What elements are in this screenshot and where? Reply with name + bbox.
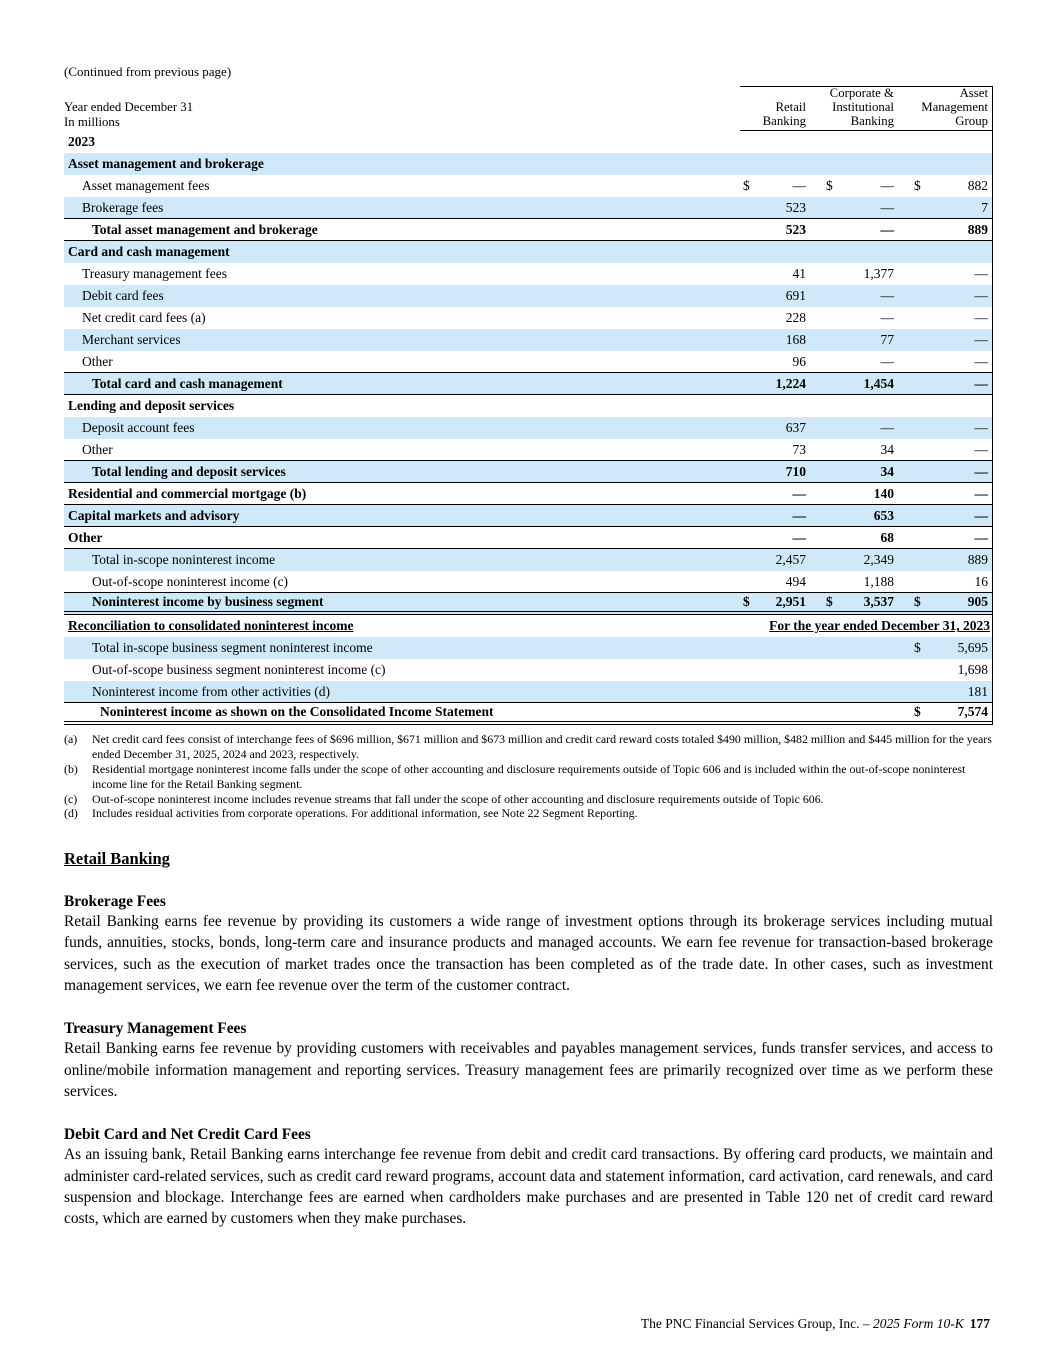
currency-symbol [900,285,931,307]
table-row [64,703,993,725]
cell-value: 228 [785,310,806,326]
currency-symbol [900,329,931,351]
currency-symbol [900,197,931,219]
value-cell [900,373,993,395]
cell-value: 1,188 [863,573,894,589]
value-cell [900,701,993,723]
cell-value: 691 [785,288,806,304]
value-cell [740,219,812,241]
currency-symbol [740,263,760,285]
cell-value: 1,454 [863,375,894,391]
value-cell [900,549,993,571]
cell-value: — [974,288,988,304]
value-cell [740,263,812,285]
row-label: Residential and commercial mortgage (b) [68,485,307,501]
income-table-rows [64,131,993,725]
income-table [64,86,993,725]
table-caption-line2: In millions [64,114,120,129]
row-label: Total lending and deposit services [92,463,286,479]
table-row [64,241,993,263]
currency-symbol [740,197,760,219]
cell-value: — [880,420,894,436]
footnote-letter: (d) [64,806,78,821]
cell-value: — [974,485,988,501]
cell-value: 523 [785,221,806,237]
row-label: Lending and deposit services [68,398,235,414]
subsection-treasury-management-fees [64,1020,993,1102]
currency-symbol [812,461,843,483]
table-header-left [64,100,740,131]
currency-symbol [900,307,931,329]
cell-value: 181 [967,683,988,699]
footer-form-name: 2025 Form 10-K [873,1316,964,1331]
value-cell [812,549,900,571]
currency-symbol [740,483,760,505]
currency-symbol [900,351,931,373]
cell-value: 889 [967,221,988,237]
cell-value: 710 [785,463,806,479]
currency-symbol [740,571,760,593]
value-cell [740,197,812,219]
cell-value: 73 [792,441,806,457]
table-row [64,307,993,329]
currency-symbol [740,307,760,329]
currency-symbol [812,439,843,461]
section-heading-retail-banking: Retail Banking [64,849,170,869]
table-row [64,373,993,395]
value-cell [812,483,900,505]
currency-symbol: $ [914,594,921,610]
table-row [64,329,993,351]
currency-symbol [740,549,760,571]
table-row [64,175,993,197]
cell-value: 68 [880,529,894,545]
value-cell [740,417,812,439]
value-cell [900,417,993,439]
currency-symbol [740,219,760,241]
currency-symbol [812,285,843,307]
cell-value: — [974,507,988,523]
cell-value: 1,377 [863,266,894,282]
table-row [64,549,993,571]
row-label: Total asset management and brokerage [92,221,318,237]
cell-value: 1,698 [957,662,988,678]
column-header: Asset Management Group [921,86,988,128]
table-row [64,505,993,527]
cell-value: — [974,441,988,457]
value-cell [900,197,993,219]
row-label: Card and cash management [68,244,230,260]
value-cell [900,175,993,197]
value-cell [900,527,993,549]
cell-value: 494 [785,573,806,589]
row-label: Out-of-scope noninterest income (c) [92,573,289,589]
row-label: Debit card fees [82,288,164,304]
value-cell [900,307,993,329]
cell-value: — [974,353,988,369]
subsection-title: Treasury Management Fees [64,1020,247,1038]
value-cell [812,263,900,285]
row-label: Noninterest income by business segment [92,594,324,610]
cell-value: — [880,353,894,369]
value-cell [812,527,900,549]
currency-symbol: $ [743,178,750,194]
value-cell [740,527,812,549]
currency-symbol [900,505,931,527]
currency-symbol [812,373,843,395]
value-cell [740,571,812,593]
cell-value: 5,695 [957,640,988,656]
cell-value: — [974,420,988,436]
value-cell [900,637,993,659]
cell-value: — [880,288,894,304]
row-label: 2023 [68,134,95,150]
value-cell [900,351,993,373]
cell-value: — [974,310,988,326]
recon-period-label: For the year ended December 31, 2023 [769,618,990,634]
table-row [64,571,993,593]
currency-symbol [900,219,931,241]
footer-page-number: 177 [969,1316,990,1331]
value-cell [812,307,900,329]
row-label: Other [68,529,103,545]
value-cell [740,461,812,483]
cell-value: 41 [792,266,806,282]
currency-symbol [740,505,760,527]
cell-value: — [974,266,988,282]
footnote-text: Out-of-scope noninterest income includes revenue streams that fall under the scope of other accounting and disclosure requirements outside of Topic 606. [92,791,824,806]
value-cell [900,263,993,285]
currency-symbol [812,483,843,505]
value-cell [740,285,812,307]
value-cell [900,591,993,613]
cell-value: — [880,199,894,215]
currency-symbol [900,527,931,549]
currency-symbol [900,483,931,505]
cell-value: 523 [785,199,806,215]
value-cell [900,483,993,505]
currency-symbol [740,351,760,373]
value-cell [740,175,812,197]
cell-value: 1,224 [775,375,806,391]
value-cell [812,219,900,241]
table-row [64,681,993,703]
currency-symbol [900,263,931,285]
currency-symbol [740,329,760,351]
value-cell [812,285,900,307]
cell-value: 77 [880,332,894,348]
cell-value: 140 [873,485,894,501]
row-label: Merchant services [82,332,181,348]
row-label: Treasury management fees [82,266,227,282]
currency-symbol [740,439,760,461]
currency-symbol [812,505,843,527]
cell-value: — [880,178,894,194]
table-right-border [992,86,993,725]
row-label: Asset management fees [82,178,210,194]
footnote-letter: (a) [64,732,78,747]
row-label: Reconciliation to consolidated noninterest income [68,618,354,634]
cell-value: 637 [785,420,806,436]
table-row [64,263,993,285]
cell-value: 7,574 [957,704,988,720]
currency-symbol: $ [826,178,833,194]
currency-symbol [900,571,931,593]
value-cell [812,571,900,593]
currency-symbol: $ [743,594,750,610]
cell-value: 7 [981,199,988,215]
row-label: Net credit card fees (a) [82,310,206,326]
cell-value: — [792,485,806,501]
currency-symbol: $ [914,704,921,720]
value-cell [812,197,900,219]
currency-symbol [900,659,931,681]
currency-symbol [812,571,843,593]
cell-value: 34 [880,463,894,479]
value-cell [740,373,812,395]
table-row [64,593,993,615]
currency-symbol [900,439,931,461]
recon-header-row [64,615,993,637]
cell-value: 16 [974,573,988,589]
column-header: Corporate & Institutional Banking [829,86,894,128]
currency-symbol [812,351,843,373]
row-label: Capital markets and advisory [68,507,240,523]
value-cell [812,417,900,439]
value-cell [812,461,900,483]
table-row [64,483,993,505]
value-cell [900,681,993,703]
footnote-text: Includes residual activities from corporate operations. For additional information, see Note 22 Segment Reporting. [92,806,638,821]
table-row [64,219,993,241]
value-cell [740,483,812,505]
subsection-body: Retail Banking earns fee revenue by providing its customers a wide range of investment options through its brokerage services including mutual funds, annuities, stocks, bonds, long-term care and insurance products and managed accounts. We earn fee revenue for transaction-based brokerage services, such as the execution of market trades once the transaction has been completed as of the trade date. In other cases, such as investment management services, we earn fee revenue over the term of the customer contract. [64,913,993,995]
table-column-headers [740,86,993,131]
cell-value: — [792,507,806,523]
value-cell [900,219,993,241]
row-label: Other [82,353,113,369]
cell-value: 96 [792,353,806,369]
value-cell [812,373,900,395]
cell-value: — [974,463,988,479]
footnotes [64,732,993,821]
row-label: Total card and cash management [92,375,283,391]
value-cell [740,439,812,461]
row-label: Total in-scope noninterest income [92,552,276,568]
footnote-letter: (b) [64,761,78,776]
currency-symbol [740,461,760,483]
currency-symbol [812,197,843,219]
footnote [64,732,993,762]
currency-symbol [740,285,760,307]
table-caption-line1: Year ended December 31 [64,100,194,115]
cell-value: — [792,529,806,545]
table-row [64,131,993,153]
currency-symbol: $ [914,640,921,656]
subsection-body: Retail Banking earns fee revenue by providing customers with receivables and payables management services, funds transfer services, and access to online/mobile information management and reporting services. Treasury management fees are primarily recognized over time as we perform these services. [64,1040,993,1100]
currency-symbol [812,329,843,351]
currency-symbol [900,461,931,483]
value-cell [900,285,993,307]
table-row [64,395,993,417]
cell-value: — [974,332,988,348]
table-row [64,197,993,219]
currency-symbol [740,527,760,549]
row-label: Noninterest income from other activities (d) [92,683,331,699]
cell-value: 34 [880,441,894,457]
table-row [64,417,993,439]
currency-symbol [812,219,843,241]
footnote-letter: (c) [64,791,78,806]
currency-symbol [812,549,843,571]
currency-symbol [812,417,843,439]
table-row [64,461,993,483]
column-header: Retail Banking [762,99,806,128]
value-cell [812,351,900,373]
table-row [64,153,993,175]
row-label: Out-of-scope business segment noninterest income (c) [92,662,386,678]
value-cell [740,549,812,571]
value-cell [740,307,812,329]
subsection-title: Brokerage Fees [64,893,166,911]
currency-symbol: $ [826,594,833,610]
currency-symbol [812,527,843,549]
page-footer [641,1316,990,1332]
value-cell [812,591,900,613]
value-cell [900,571,993,593]
footnote-text: Net credit card fees consist of interchange fees of $696 million, $671 million and $673 million and credit card reward costs totaled $490 million, $482 million and $445 million for the years ended December 31, 2025, 2024 and 2023, respectively. [92,732,992,762]
footnote [64,792,993,807]
cell-value: 882 [967,178,988,194]
row-label: Total in-scope business segment noninterest income [92,640,373,656]
row-label: Noninterest income as shown on the Consolidated Income Statement [100,704,494,720]
value-cell [740,591,812,613]
cell-value: — [880,310,894,326]
value-cell [900,461,993,483]
subsection-body: As an issuing bank, Retail Banking earns interchange fee revenue from debit and credit card transactions. By offering card products, we maintain and administer card-related services, such as credit card reward programs, account data and statement information, card activation, card renewals, and card suspension and blockage. Interchange fees are earned when cardholders make purchases and are presented in Table 120 net of credit card reward costs, which are earned by customers when they make purchases. [64,1146,993,1228]
value-cell [900,329,993,351]
currency-symbol [740,417,760,439]
value-cell [740,351,812,373]
footer-company: The PNC Financial Services Group, Inc. – [640,1316,873,1331]
currency-symbol: $ [914,178,921,194]
table-row [64,439,993,461]
cell-value: 2,349 [863,552,894,568]
cell-value: 905 [967,594,988,610]
subsection-debit-card-fees [64,1126,993,1229]
row-label: Asset management and brokerage [68,156,264,172]
currency-symbol [900,681,931,703]
cell-value: 2,951 [775,594,806,610]
footnote [64,762,993,792]
row-label: Deposit account fees [82,420,195,436]
cell-value: 168 [785,332,806,348]
table-row [64,351,993,373]
table-header [64,86,993,131]
value-cell [812,329,900,351]
subsection-brokerage-fees [64,893,993,996]
value-cell [812,505,900,527]
cell-value: 653 [873,507,894,523]
cell-value: — [792,178,806,194]
currency-symbol [812,307,843,329]
value-cell [740,329,812,351]
currency-symbol [812,263,843,285]
table-row [64,659,993,681]
value-cell [740,505,812,527]
cell-value: 3,537 [863,594,894,610]
currency-symbol [740,373,760,395]
cell-value: — [974,375,988,391]
table-row [64,285,993,307]
row-label: Brokerage fees [82,199,164,215]
currency-symbol [900,549,931,571]
footnote [64,806,993,821]
value-cell [900,439,993,461]
table-row [64,637,993,659]
table-row [64,527,993,549]
value-cell [900,505,993,527]
row-label: Other [82,441,113,457]
value-cell [900,659,993,681]
subsection-title: Debit Card and Net Credit Card Fees [64,1126,311,1144]
footnote-text: Residential mortgage noninterest income falls under the scope of other accounting and disclosure requirements outside of Topic 606 and is included within the out-of-scope noninterest income line for the Retail Banking segment. [92,761,966,791]
value-cell [812,439,900,461]
cell-value: — [974,529,988,545]
cell-value: 2,457 [775,552,806,568]
cell-value: 889 [967,552,988,568]
currency-symbol [900,373,931,395]
value-cell [812,175,900,197]
currency-symbol [900,417,931,439]
continued-note: (Continued from previous page) [64,64,232,79]
cell-value: — [880,221,894,237]
